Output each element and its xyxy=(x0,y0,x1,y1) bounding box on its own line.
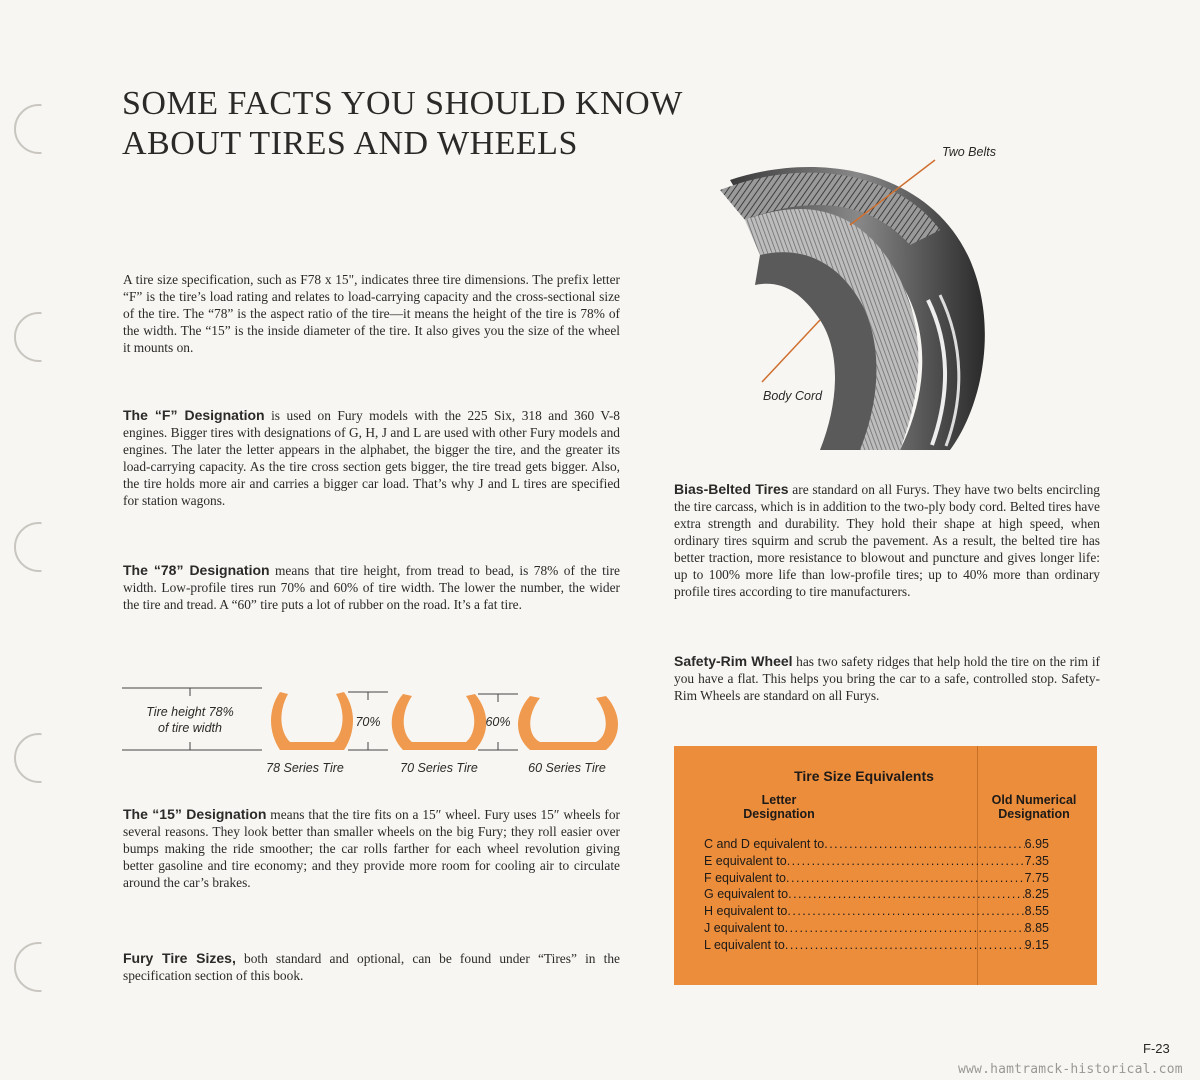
binder-hole xyxy=(14,312,64,362)
tire-70-shape xyxy=(392,694,487,750)
row-letter-label: H equivalent to xyxy=(704,904,788,919)
row-leader-dots xyxy=(787,903,1024,920)
tire-height-label-line-1: Tire height 78% xyxy=(146,705,234,719)
tire-profile-diagram xyxy=(120,684,620,779)
body-cord-callout-line xyxy=(762,320,820,382)
col-letter-line-1: Letter xyxy=(761,793,797,807)
table-row xyxy=(704,836,1049,853)
f-designation-text: is used on Fury models with the 225 Six, 318 and 360 V-8 engines. Bigger tires with designations of G, H, J and L are used with other Fury models and engines. The later the letter appears in the alphabet, the bigger the tire, and the greater its load-carrying capacity. As the tire cross section gets bigger, the tire tread gets bigger. Also, the tire holds more air and carries a bigger car load. That’s why J and L tires are specified for station wagons. xyxy=(123,408,621,508)
table-row xyxy=(704,870,1049,887)
table-row xyxy=(704,920,1049,937)
row-leader-dots xyxy=(787,853,1025,870)
safety-rim-paragraph xyxy=(674,653,1100,704)
fury-tire-sizes-paragraph xyxy=(123,950,620,984)
fury-tire-sizes-text: both standard and optional, can be found under “Tires” in the specification section of this book. xyxy=(123,951,620,983)
safety-rim-heading: Safety-Rim Wheel xyxy=(674,653,793,669)
col-letter-line-2: Designation xyxy=(743,807,815,821)
row-leader-dots xyxy=(785,920,1025,937)
60-percent-label: 60% xyxy=(485,715,511,729)
row-numerical-value: 7.75 xyxy=(1024,870,1049,885)
f-designation-paragraph xyxy=(123,407,620,509)
tire-60-shape xyxy=(518,696,618,750)
table-rows xyxy=(704,836,1049,954)
row-numerical-value: 9.15 xyxy=(1024,937,1049,952)
table-row xyxy=(704,886,1049,903)
col-numerical-line-1: Old Numerical xyxy=(991,793,1077,807)
binder-hole xyxy=(14,104,64,154)
60-series-label: 60 Series Tire xyxy=(528,761,606,775)
table-row xyxy=(704,903,1049,920)
row-numerical-value: 8.25 xyxy=(1024,887,1049,902)
bias-belted-text: are standard on all Furys. They have two belts encircling the tire carcass, which is in addition to the two-ply body cord. Belted tires have extra strength and durability. They hold their shape at high speed, when ordinary tires squirm and scrub the pavement. As a result, the belted tire has better traction, more resistance to blowout and puncture and gives longer life: up to 100% more life than low-profile tires; up to 40% more than ordinary profile tires according to tire manufacturers. xyxy=(674,482,1101,599)
78-designation-text: means that tire height, from tread to bead, is 78% of the tire width. Low-profile tires run 70% and 60% of tire width. The lower the number, the wider the tire and tread. A “60” tire puts a lot of rubber on the road. It’s a fat tire. xyxy=(123,563,620,612)
fury-tire-sizes-heading: Fury Tire Sizes, xyxy=(123,950,236,966)
tire-78-shape xyxy=(271,692,353,750)
row-numerical-value: 8.55 xyxy=(1024,904,1049,919)
two-belts-label: Two Belts xyxy=(942,145,996,159)
row-leader-dots xyxy=(786,870,1025,887)
row-letter-label: E equivalent to xyxy=(704,853,787,868)
row-leader-dots xyxy=(824,836,1024,853)
title-line-2: ABOUT TIRES AND WHEELS xyxy=(122,125,578,162)
table-col-letter-header xyxy=(714,793,844,821)
row-leader-dots xyxy=(788,886,1025,903)
row-numerical-value: 7.35 xyxy=(1024,853,1049,868)
intro-paragraph: A tire size specification, such as F78 x 15", indicates three tire dimensions. The prefix letter “F” is the tire’s load rating and relates to load-carrying capacity and the cross-sectional size of the tire. The “78” is the aspect ratio of the tire—it means the height of the tire is 78% of the width. The “15” is the inside diameter of the tire. It also gives you the size of the wheel it mounts on. xyxy=(123,272,620,355)
tire-size-equivalents-table xyxy=(674,746,1097,985)
70-series-label: 70 Series Tire xyxy=(400,761,478,775)
belted-tire-cutaway-illustration xyxy=(700,150,1000,460)
binder-hole xyxy=(14,733,64,783)
binder-hole xyxy=(14,942,64,992)
page-title xyxy=(122,84,683,164)
title-line-1: SOME FACTS YOU SHOULD KNOW xyxy=(122,85,683,122)
row-letter-label: J equivalent to xyxy=(704,920,785,935)
15-designation-heading: The “15” Designation xyxy=(123,806,267,822)
page-number: F-23 xyxy=(1143,1041,1170,1056)
safety-rim-text: has two safety ridges that help hold the tire on the rim if you have a flat. This helps you bring the car to a safe, controlled stop. Safety-Rim Wheels are standard on all Furys. xyxy=(674,654,1100,703)
watermark: www.hamtramck-historical.com xyxy=(958,1062,1183,1077)
78-designation-heading: The “78” Designation xyxy=(123,562,270,578)
78-series-label: 78 Series Tire xyxy=(266,761,344,775)
tire-height-label-line-2: of tire width xyxy=(158,721,222,735)
15-designation-text: means that the tire fits on a 15″ wheel. Fury uses 15″ wheels for several reasons. They look better than smaller wheels on the big Fury; they roll easier over bumps making the ride smoother; the car rolls farther for each wheel revolution giving better gasoline and tire economy; and they provide more room for cooling air to circulate around the car’s brakes. xyxy=(123,807,621,890)
row-letter-label: C and D equivalent to xyxy=(704,837,825,851)
15-designation-paragraph xyxy=(123,806,620,891)
70-percent-label: 70% xyxy=(355,715,381,729)
row-leader-dots xyxy=(785,937,1025,954)
table-title: Tire Size Equivalents xyxy=(794,768,934,784)
row-numerical-value: 6.95 xyxy=(1024,837,1049,851)
tire-height-label xyxy=(120,704,260,736)
table-col-numerical-header xyxy=(974,793,1094,821)
row-numerical-value: 8.85 xyxy=(1024,920,1049,935)
78-designation-paragraph xyxy=(123,562,620,613)
table-row xyxy=(704,853,1049,870)
row-letter-label: F equivalent to xyxy=(704,870,786,885)
row-letter-label: G equivalent to xyxy=(704,887,789,902)
table-row xyxy=(704,937,1049,954)
col-numerical-line-2: Designation xyxy=(998,807,1070,821)
row-letter-label: L equivalent to xyxy=(704,937,785,952)
binder-hole xyxy=(14,522,64,572)
f-designation-heading: The “F” Designation xyxy=(123,407,265,423)
body-cord-label: Body Cord xyxy=(763,389,823,403)
bias-belted-paragraph xyxy=(674,481,1100,600)
bias-belted-heading: Bias-Belted Tires xyxy=(674,481,789,497)
